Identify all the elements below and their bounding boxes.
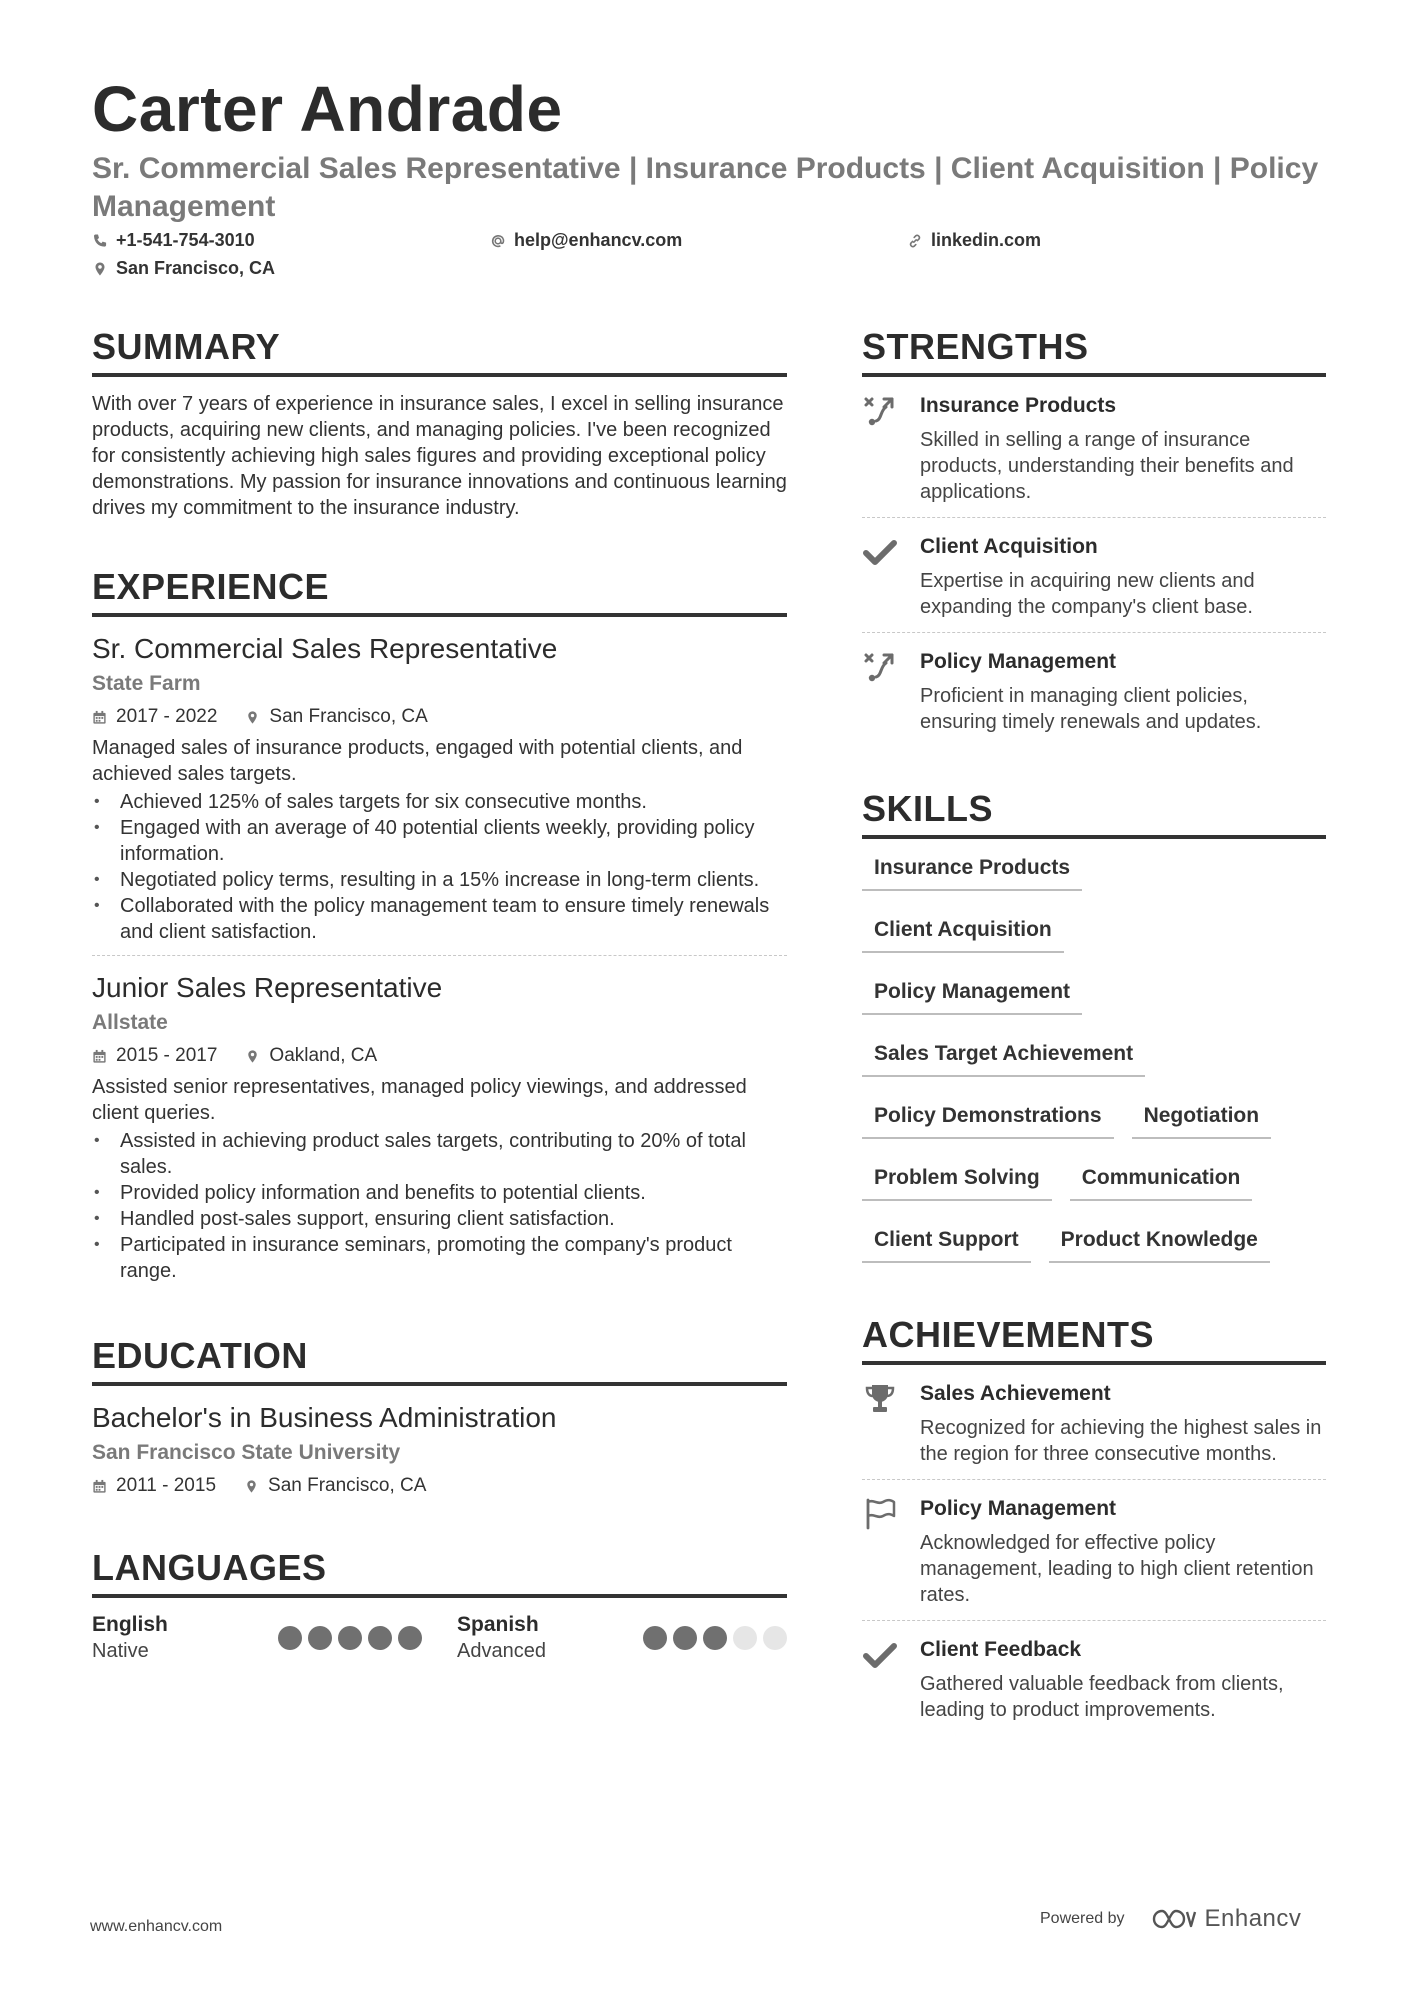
rating-dot [338,1626,362,1650]
check-icon [862,532,920,620]
strength-item [862,632,1326,747]
strategy-icon [862,647,920,735]
skill-tag: Insurance Products [862,845,1082,891]
language-item [457,1612,787,1664]
job-location: San Francisco, CA [269,706,428,727]
school-name: San Francisco State University [92,1441,401,1464]
email-text[interactable]: help@enhancv.com [514,230,683,250]
strength-item [862,377,1326,517]
skill-tag: Communication [1070,1155,1253,1201]
job-title: Sr. Commercial Sales Representative [92,633,558,664]
skill-tag: Problem Solving [862,1155,1052,1201]
linkedin-text[interactable]: linkedin.com [931,230,1042,250]
degree-title: Bachelor's in Business Administration [92,1402,557,1433]
experience-heading: EXPERIENCE [92,565,787,617]
achievement-name: Sales Achievement [920,1382,1111,1405]
enhancv-logo-icon [1151,1907,1197,1931]
strategy-icon [862,391,920,505]
education-location: San Francisco, CA [268,1475,427,1496]
rating-dot [308,1626,332,1650]
contact-phone [92,230,255,251]
language-level: Advanced [457,1640,546,1662]
languages-heading: LANGUAGES [92,1546,787,1598]
strength-name: Policy Management [920,650,1117,673]
skill-tag: Negotiation [1132,1093,1272,1139]
achievement-name: Client Feedback [920,1638,1082,1661]
right-column [862,325,1326,1735]
phone-icon [92,233,108,249]
rating-dot [703,1626,727,1650]
contact-info [92,230,1332,290]
strength-text: Proficient in managing client policies, ensuring timely renewals and updates. [920,685,1262,733]
location-text: San Francisco, CA [116,258,276,278]
summary-heading: SUMMARY [92,325,787,377]
achievement-text: Gathered valuable feedback from clients, leading to product improvements. [920,1673,1284,1721]
summary-text: With over 7 years of experience in insurance sales, I excel in selling insurance products, acquiring new clients, and managing policies. I've been recognized for consistently achieving high sales figures and providing exceptional policy demonstrations. My passion for insurance innovations and continuous learning drives my commitment to the insurance industry. [92,393,787,519]
location-pin-icon [245,1049,260,1064]
education-meta [92,1472,787,1500]
language-rating [643,1626,787,1650]
job-bullets [92,789,787,945]
rating-dot [368,1626,392,1650]
strength-name: Client Acquisition [920,535,1098,558]
achievements-heading: ACHIEVEMENTS [862,1313,1326,1365]
skills-list [862,845,1326,1279]
company-name: State Farm [92,672,201,695]
candidate-name: Carter Andrade [92,73,563,145]
company-name: Allstate [92,1011,168,1034]
language-name: English [92,1613,168,1636]
job-bullet: • Achieved 125% of sales targets for six consecutive months. [92,789,787,815]
left-column [92,325,787,1664]
job-description: Managed sales of insurance products, engaged with potential clients, and achieved sales targets. [92,737,743,785]
location-pin-icon [244,1479,259,1494]
achievement-text: Recognized for achieving the highest sales in the region for three consecutive months. [920,1417,1322,1465]
achievement-name: Policy Management [920,1497,1117,1520]
job-meta [92,703,787,731]
education-section [92,1334,787,1500]
summary-section [92,325,787,521]
phone-text: +1-541-754-3010 [116,230,255,250]
strengths-section [862,325,1326,747]
experience-section [92,565,787,1294]
calendar-icon [92,1049,107,1064]
languages-section [92,1546,787,1664]
skill-tag: Policy Management [862,969,1082,1015]
job-bullets [92,1128,787,1284]
powered-by-text: Powered by [1040,1910,1125,1927]
contact-email [490,230,682,251]
check-icon [862,1635,920,1723]
enhancv-logo[interactable] [1151,1905,1302,1933]
candidate-title: Sr. Commercial Sales Representative | Insurance Products | Client Acquisition | Policy Management [92,152,1319,223]
footer-website[interactable]: www.enhancv.com [90,1918,223,1935]
skill-tag: Client Support [862,1217,1031,1263]
language-level: Native [92,1640,149,1662]
enhancv-logo-text: Enhancv [1204,1905,1302,1932]
skill-tag: Client Acquisition [862,907,1064,953]
language-item [92,1612,422,1664]
job-dates: 2015 - 2017 [116,1045,218,1066]
language-rating [278,1626,422,1650]
job-description: Assisted senior representatives, managed policy viewings, and addressed client queries. [92,1076,747,1124]
job-bullet: • Negotiated policy terms, resulting in a 15% increase in long-term clients. [92,867,787,893]
job-meta [92,1042,787,1070]
strength-name: Insurance Products [920,394,1117,417]
job-location: Oakland, CA [269,1045,378,1066]
strength-text: Skilled in selling a range of insurance products, understanding their benefits and applications. [920,429,1294,503]
link-icon [907,233,923,249]
achievement-item [862,1479,1326,1620]
job-bullet: • Provided policy information and benefits to potential clients. [92,1180,787,1206]
language-name: Spanish [457,1613,539,1636]
rating-dot [733,1626,757,1650]
job-bullet: • Assisted in achieving product sales targets, contributing to 20% of total sales. [92,1128,787,1180]
at-icon [490,233,506,249]
achievement-item [862,1620,1326,1735]
rating-dot [278,1626,302,1650]
job-bullet: • Collaborated with the policy management team to ensure timely renewals and client satisfaction. [92,893,787,945]
calendar-icon [92,1479,107,1494]
education-dates: 2011 - 2015 [116,1475,217,1496]
languages-list [92,1612,787,1664]
job-dates: 2017 - 2022 [116,706,218,727]
calendar-icon [92,710,107,725]
achievement-text: Acknowledged for effective policy management, leading to high client retention rates. [920,1532,1314,1606]
flag-icon [862,1494,920,1608]
achievement-item [862,1365,1326,1479]
job-title: Junior Sales Representative [92,972,443,1003]
contact-location [92,258,275,279]
skills-heading: SKILLS [862,787,1326,839]
education-heading: EDUCATION [92,1334,787,1386]
strength-item [862,517,1326,632]
location-pin-icon [245,710,260,725]
achievements-section [862,1313,1326,1735]
skill-tag: Product Knowledge [1049,1217,1270,1263]
contact-linkedin [907,230,1041,251]
job-bullet: • Engaged with an average of 40 potential clients weekly, providing policy information. [92,815,787,867]
skill-tag: Sales Target Achievement [862,1031,1145,1077]
skills-section [862,787,1326,1279]
skill-tag: Policy Demonstrations [862,1093,1114,1139]
job-bullet: • Handled post-sales support, ensuring client satisfaction. [92,1206,787,1232]
experience-entry [92,955,787,1294]
strengths-heading: STRENGTHS [862,325,1326,377]
rating-dot [643,1626,667,1650]
rating-dot [673,1626,697,1650]
footer-branding [1040,1905,1301,1933]
rating-dot [398,1626,422,1650]
location-pin-icon [92,261,108,277]
experience-entry [92,631,787,955]
job-bullet: • Participated in insurance seminars, promoting the company's product range. [92,1232,787,1284]
strength-text: Expertise in acquiring new clients and expanding the company's client base. [920,570,1255,618]
rating-dot [763,1626,787,1650]
trophy-icon [862,1379,920,1467]
